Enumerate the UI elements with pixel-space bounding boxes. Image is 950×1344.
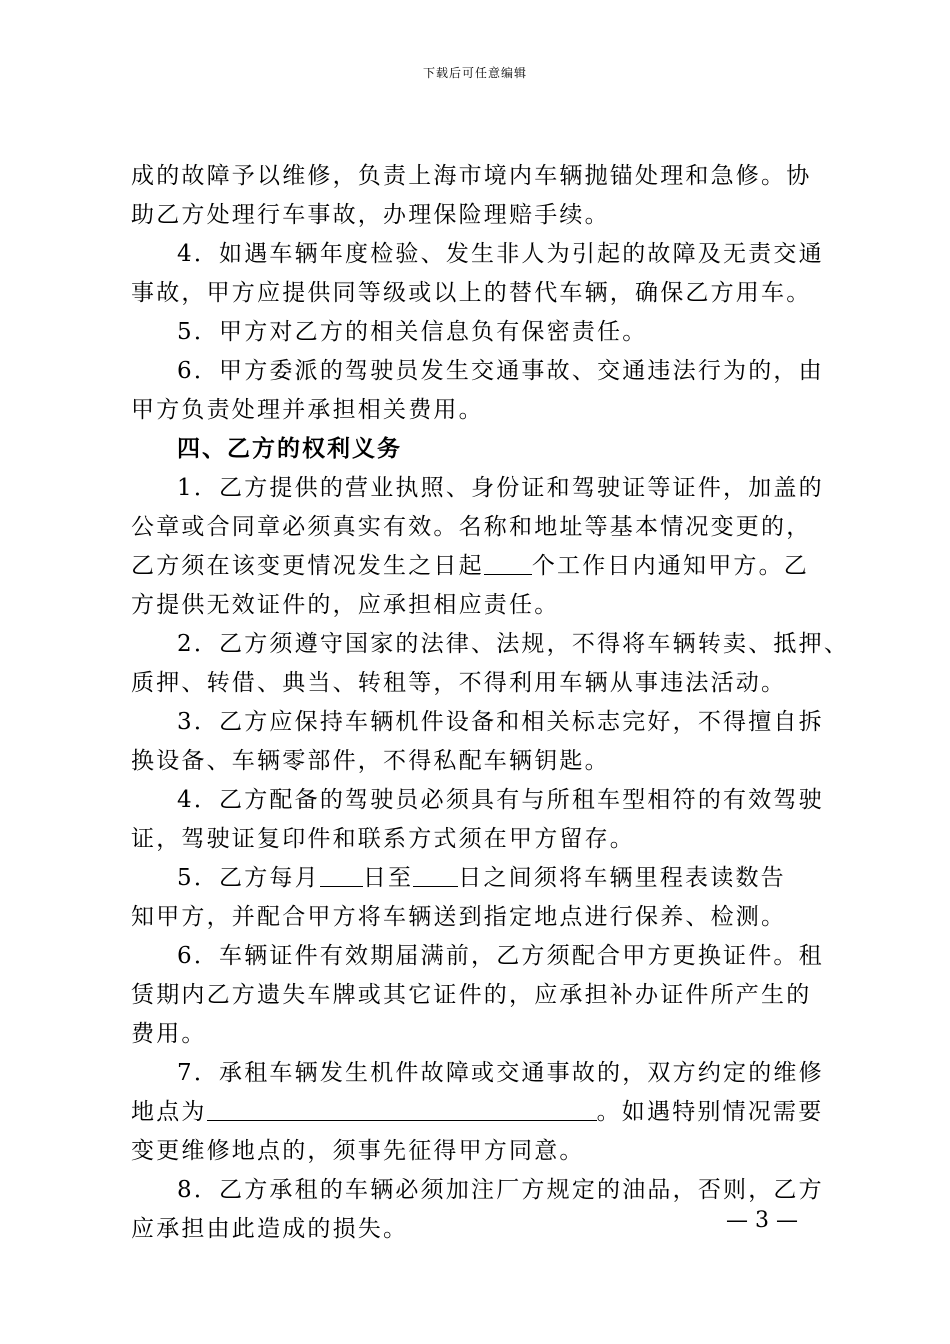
page-number: — 3 — — [726, 1208, 798, 1233]
clause-b4: 4．乙方配备的驾驶员必须具有与所租车型相符的有效驾驶 — [177, 787, 824, 813]
clause-b2: 2．乙方须遵守国家的法律、法规，不得将车辆转卖、抵押、 — [177, 631, 850, 657]
document-body — [131, 157, 850, 1249]
clause-b7: 7．承租车辆发生机件故障或交通事故的，双方约定的维修 — [177, 1060, 824, 1086]
fill-blank — [484, 550, 532, 575]
text-line: 助乙方处理行车事故，办理保险理赔手续。 — [131, 202, 610, 228]
text-line: 换设备、车辆零部件，不得私配车辆钥匙。 — [131, 748, 610, 774]
text-segment: 个工作日内通知甲方。乙 — [531, 553, 810, 579]
section-heading: 四、乙方的权利义务 — [177, 436, 402, 462]
text-line — [131, 547, 831, 586]
clause-b3: 3．乙方应保持车辆机件设备和相关标志完好，不得擅自拆 — [177, 709, 824, 735]
text-line: 证，驾驶证复印件和联系方式须在甲方留存。 — [131, 826, 635, 852]
text-line: 事故，甲方应提供同等级或以上的替代车辆，确保乙方用车。 — [131, 280, 812, 306]
clause-b1: 1．乙方提供的营业执照、身份证和驾驶证等证件，加盖的 — [177, 475, 824, 501]
text-segment: 地点为 — [131, 1099, 207, 1125]
clause-6: 6．甲方委派的驾驶员发生交通事故、交通违法行为的，由 — [177, 358, 824, 384]
fill-blank — [320, 862, 363, 887]
fill-blank — [413, 862, 458, 887]
clause-b8: 8．乙方承租的车辆必须加注厂方规定的油品，否则，乙方 — [177, 1177, 824, 1203]
text-line: 成的故障予以维修，负责上海市境内车辆抛锚处理和急修。协 — [131, 163, 812, 189]
text-line: 应承担由此造成的损失。 — [131, 1216, 409, 1242]
text-segment: 乙方须在该变更情况发生之日起 — [131, 553, 484, 579]
text-segment: 5．乙方每月 — [177, 865, 320, 891]
page-header: 下载后可任意编辑 — [422, 66, 527, 80]
fill-blank — [207, 1096, 597, 1121]
text-line: 方提供无效证件的，应承担相应责任。 — [131, 592, 560, 618]
text-line: 质押、转借、典当、转租等，不得利用车辆从事违法活动。 — [131, 670, 787, 696]
text-line: 变更维修地点的，须事先征得甲方同意。 — [131, 1138, 585, 1164]
text-segment: 日之间须将车辆里程表读数告 — [458, 865, 786, 891]
clause-4: 4．如遇车辆年度检验、发生非人为引起的故障及无责交通 — [177, 241, 824, 267]
text-line: 公章或合同章必须真实有效。名称和地址等基本情况变更的， — [131, 514, 812, 540]
text-segment: 。如遇特别情况需要 — [596, 1099, 824, 1125]
text-line: 甲方负责处理并承担相关费用。 — [131, 397, 484, 423]
text-line: 费用。 — [131, 1021, 207, 1047]
text-line: 赁期内乙方遗失车牌或其它证件的，应承担补办证件所产生的 — [131, 982, 812, 1008]
clause-b6: 6．车辆证件有效期届满前，乙方须配合甲方更换证件。租 — [177, 943, 824, 969]
text-segment: 日至 — [362, 865, 414, 891]
clause-b5 — [131, 859, 831, 898]
clause-5: 5．甲方对乙方的相关信息负有保密责任。 — [177, 319, 648, 345]
text-line: 知甲方，并配合甲方将车辆送到指定地点进行保养、检测。 — [131, 904, 787, 930]
text-line — [131, 1093, 831, 1132]
